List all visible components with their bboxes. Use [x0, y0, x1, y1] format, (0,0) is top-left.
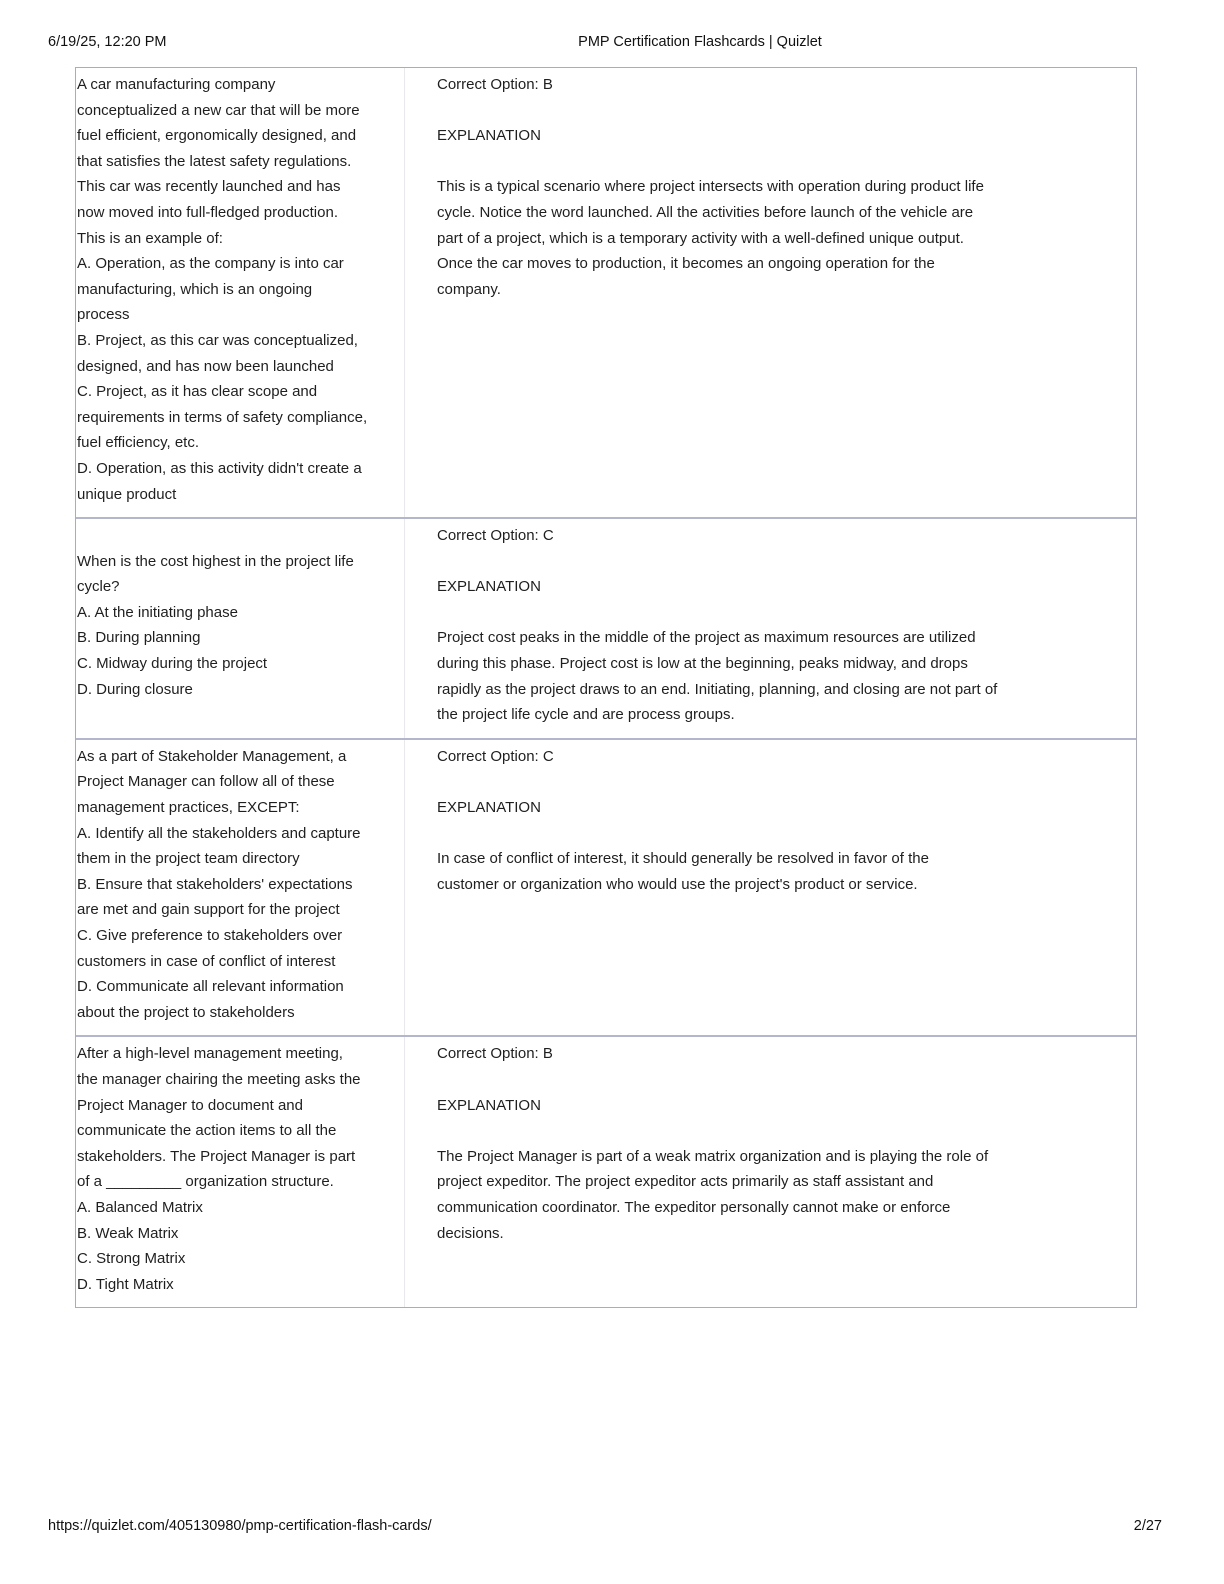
term-line: stakeholders. The Project Manager is part	[77, 1147, 356, 1165]
flashcard-1	[76, 68, 1136, 517]
term-line: B. Ensure that stakeholders' expectations	[77, 875, 353, 893]
term-line: unique product	[77, 485, 177, 503]
explanation-line: This is a typical scenario where project intersects with operation during product life	[437, 178, 984, 196]
term-line: As a part of Stakeholder Management, a	[77, 747, 347, 765]
term-line: requirements in terms of safety compliance,	[77, 408, 368, 426]
term-line: Project Manager can follow all of these	[77, 773, 335, 791]
term-line: B. During planning	[77, 629, 201, 647]
page-url: https://quizlet.com/405130980/pmp-certification-flash-cards/	[48, 1518, 432, 1534]
flashcard-definition	[405, 519, 1136, 738]
term-line: A car manufacturing company	[77, 76, 276, 93]
term-line: about the project to stakeholders	[77, 1003, 295, 1021]
explanation-label: EXPLANATION	[437, 1096, 541, 1114]
explanation-line: Once the car moves to production, it becomes an ongoing operation for the	[437, 255, 935, 273]
term-line: A. Operation, as the company is into car	[77, 255, 344, 273]
explanation-line: customer or organization who would use the project's product or service.	[437, 875, 918, 893]
term-line: A. At the initiating phase	[77, 603, 238, 621]
term-line: C. Strong Matrix	[77, 1250, 186, 1268]
term-line: Project Manager to document and	[77, 1096, 303, 1114]
term-line: designed, and has now been launched	[77, 357, 334, 375]
explanation-line: In case of conflict of interest, it should generally be resolved in favor of the	[437, 850, 929, 868]
term-line: cycle?	[77, 578, 120, 596]
term-line: fuel efficiency, etc.	[77, 434, 200, 452]
term-line: them in the project team directory	[77, 850, 300, 868]
explanation-line: project expeditor. The project expeditor acts primarily as staff assistant and	[437, 1173, 934, 1191]
term-line: of a _________ organization structure.	[77, 1173, 334, 1191]
explanation-line: cycle. Notice the word launched. All the activities before launch of the vehicle are	[437, 203, 974, 221]
term-line: C. Give preference to stakeholders over	[77, 927, 343, 944]
explanation-label: EXPLANATION	[437, 578, 541, 596]
flashcard-definition	[405, 68, 1136, 517]
term-line: are met and gain support for the project	[77, 901, 340, 919]
explanation-line: decisions.	[437, 1224, 504, 1242]
term-line: A. Identify all the stakeholders and capture	[77, 824, 361, 842]
term-line: A. Balanced Matrix	[77, 1198, 203, 1216]
term-line: D. Tight Matrix	[77, 1275, 174, 1293]
term-line: manufacturing, which is an ongoing	[77, 280, 313, 298]
explanation-label: EXPLANATION	[437, 127, 541, 145]
term-line: D. Operation, as this activity didn't create a	[77, 459, 362, 477]
explanation-line: company.	[437, 280, 501, 298]
term-line: management practices, EXCEPT:	[77, 799, 300, 817]
correct-option: Correct Option: C	[437, 527, 554, 545]
term-line: the manager chairing the meeting asks the	[77, 1070, 361, 1088]
explanation-line: Project cost peaks in the middle of the project as maximum resources are utilized	[437, 629, 976, 647]
flashcard-term	[76, 519, 405, 738]
explanation-line: The Project Manager is part of a weak matrix organization and is playing the role of	[437, 1147, 989, 1165]
term-line: D. Communicate all relevant information	[77, 978, 344, 996]
flashcard-definition	[405, 1037, 1136, 1307]
explanation-line: during this phase. Project cost is low at the beginning, peaks midway, and drops	[437, 655, 968, 673]
term-line: C. Midway during the project	[77, 655, 268, 673]
print-datetime: 6/19/25, 12:20 PM	[48, 34, 167, 50]
term-line: This car was recently launched and has	[77, 178, 341, 196]
flashcard-2	[76, 517, 1136, 738]
flashcard-term	[76, 740, 405, 1036]
term-line: B. Project, as this car was conceptualized,	[77, 331, 358, 349]
term-line: D. During closure	[77, 680, 193, 698]
term-line: customers in case of conflict of interest	[77, 952, 336, 970]
flashcard-term	[76, 1037, 405, 1307]
explanation-line: communication coordinator. The expeditor personally cannot make or enforce	[437, 1198, 951, 1216]
term-line: fuel efficient, ergonomically designed, and	[77, 127, 357, 145]
flashcard-definition	[405, 740, 1136, 1036]
explanation-line: the project life cycle and are process groups.	[437, 706, 735, 724]
term-line: process	[77, 306, 130, 324]
term-line: that satisfies the latest safety regulations.	[77, 152, 352, 170]
explanation-line: part of a project, which is a temporary activity with a well-defined unique output.	[437, 229, 964, 247]
correct-option: Correct Option: B	[437, 1045, 553, 1063]
flashcard-term	[76, 68, 405, 517]
term-line: After a high-level management meeting,	[77, 1045, 343, 1063]
term-line: conceptualized a new car that will be more	[77, 101, 360, 119]
term-line: C. Project, as it has clear scope and	[77, 383, 318, 401]
correct-option: Correct Option: B	[437, 76, 553, 93]
flashcard-3	[76, 738, 1136, 1036]
term-line: now moved into full-fledged production.	[77, 203, 338, 221]
correct-option: Correct Option: C	[437, 747, 554, 765]
explanation-label: EXPLANATION	[437, 799, 541, 817]
page-number: 2/27	[1133, 1518, 1162, 1534]
term-line: When is the cost highest in the project life	[77, 552, 354, 570]
term-line: B. Weak Matrix	[77, 1224, 179, 1242]
flashcard-list	[75, 67, 1137, 1308]
term-line: communicate the action items to all the	[77, 1122, 337, 1140]
flashcard-4	[76, 1035, 1136, 1307]
term-line: This is an example of:	[77, 229, 223, 247]
page-title: PMP Certification Flashcards | Quizlet	[578, 34, 822, 50]
explanation-line: rapidly as the project draws to an end. Initiating, planning, and closing are not part of	[437, 680, 998, 698]
